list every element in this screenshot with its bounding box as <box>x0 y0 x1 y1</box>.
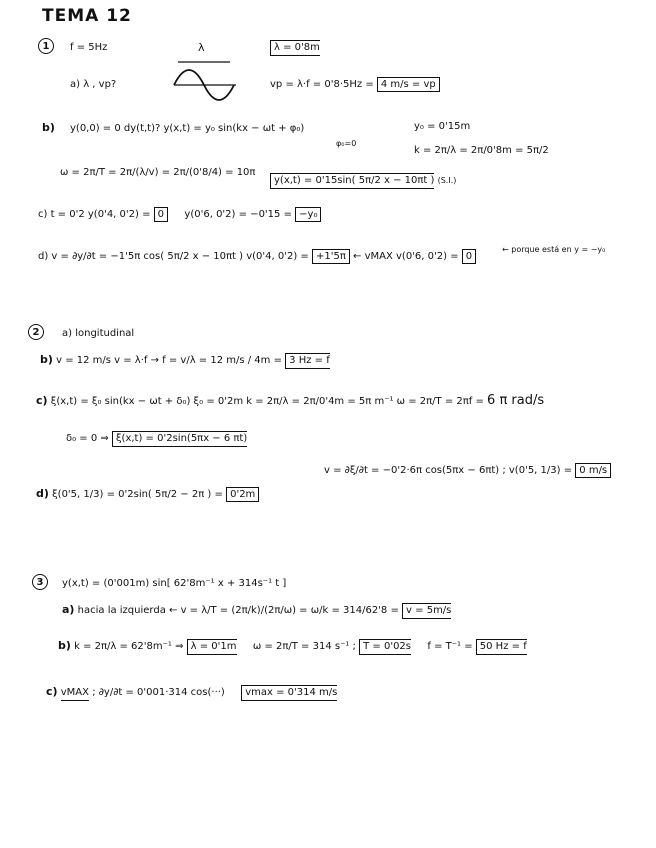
sine-wave-sketch-icon <box>170 52 240 102</box>
p3-c-vmax-label: vMAX <box>61 687 89 701</box>
p3-c-result: vmax = 0'314 m/s <box>241 685 337 701</box>
p3-part-c: c) vMAX ; ∂y/∂t = 0'001·314 cos(···) vmax = 0'314 m/s <box>46 686 337 698</box>
p2-d-result: 0'2m <box>226 487 259 502</box>
p1-d-box-1: +1'5π <box>312 249 350 264</box>
problem-3-number: 3 <box>32 574 48 590</box>
problem-2-number: 2 <box>28 324 44 340</box>
p2-c-omega: 6 π rad/s <box>487 393 545 408</box>
p3-equation: y(x,t) = (0'001m) sin[ 62'8m⁻¹ x + 314s⁻¹ t ] <box>62 578 287 589</box>
p3-part-a: a) hacia la izquierda ← v = λ/T = (2π/k)/(2π/ω) = ω/k = 314/62'8 = v = 5m/s <box>62 604 451 616</box>
p1-part-c: c) t = 0'2 y(0'4, 0'2) = 0 y(0'6, 0'2) = −0'15 = −y₀ <box>38 210 321 220</box>
p1-b-amplitude: y₀ = 0'15m <box>414 121 471 132</box>
p2-b-result: 3 Hz = f <box>285 353 330 369</box>
p1-b-result: y(x,t) = 0'15sin( 5π/2 x − 10πt ) (S.I.) <box>270 176 456 186</box>
p1-answer-a-box: 4 m/s = vp <box>377 77 440 92</box>
p2-part-c: c) ξ(x,t) = ξ₀ sin(kx − ωt + δ₀) ξ₀ = 0'2m k = 2π/λ = 2π/0'4m = 5π m⁻¹ ω = 2π/T = 2πf = 6 π rad/s <box>36 393 545 408</box>
p1-b-wavenumber: k = 2π/λ = 2π/0'8m = 5π/2 <box>414 145 549 156</box>
p2-c-result: ξ(x,t) = 0'2sin(5πx − 6 πt) <box>112 431 247 447</box>
p1-b-angular-frequency: ω = 2π/T = 2π/(λ/v) = 2π/(0'8/4) = 10π <box>60 167 256 178</box>
p2-d-velocity-result: 0 m/s <box>575 463 611 478</box>
p1-c-value-2: −y₀ <box>295 207 321 222</box>
p1-b-phase: φ₀=0 <box>336 139 357 148</box>
problem-1-number: 1 <box>38 38 54 54</box>
p3-b-frequency: 50 Hz = f <box>476 639 527 655</box>
p1-answer-a: vp = λ·f = 0'8·5Hz = 4 m/s = vp <box>270 80 440 90</box>
p1-c-value-1: 0 <box>154 207 168 222</box>
p1-lambda-value: λ = 0'8m <box>270 43 320 53</box>
p1-d-box-2: 0 <box>462 249 476 264</box>
p3-b-lambda: λ = 0'1m <box>187 639 237 655</box>
p1-wave-lambda-label: λ <box>198 41 205 54</box>
p2-part-b: b) v = 12 m/s v = λ·f → f = v/λ = 12 m/s / 4m = 3 Hz = f <box>40 354 330 366</box>
p1-part-d: d) v = ∂y/∂t = −1'5π cos( 5π/2 x − 10πt ) v(0'4, 0'2) = +1'5π ← vMAX v(0'6, 0'2) = 0 <box>38 252 476 262</box>
p1-part-b-label: b) <box>42 121 55 134</box>
p2-part-d: d) ξ(0'5, 1/3) = 0'2sin( 5π/2 − 2π ) = 0'2m <box>36 488 259 500</box>
p1-b-conditions: y(0,0) = 0 dy(t,t)? y(x,t) = y₀ sin(kx − ωt + φ₀) <box>70 123 305 134</box>
p1-d-note: ← porque está en y = −y₀ <box>502 245 606 254</box>
p1-given: f = 5Hz <box>70 42 108 53</box>
p1-question-a: a) λ , vp? <box>70 79 117 90</box>
p3-part-b: b) k = 2π/λ = 62'8m⁻¹ ⇒ λ = 0'1m ω = 2π/T = 314 s⁻¹ ; T = 0'02s f = T⁻¹ = 50 Hz = f <box>58 640 527 652</box>
p2-d-velocity: v = ∂ξ/∂t = −0'2·6π cos(5πx − 6πt) ; v(0'5, 1/3) = 0 m/s <box>324 466 611 476</box>
page-title: TEMA 12 <box>42 6 132 26</box>
p3-b-period: T = 0'02s <box>359 639 411 655</box>
p2-c-result-line: δ₀ = 0 ⇒ ξ(x,t) = 0'2sin(5πx − 6 πt) <box>66 434 247 444</box>
p2-part-a: a) longitudinal <box>62 328 135 339</box>
p3-a-result: v = 5m/s <box>402 603 451 619</box>
